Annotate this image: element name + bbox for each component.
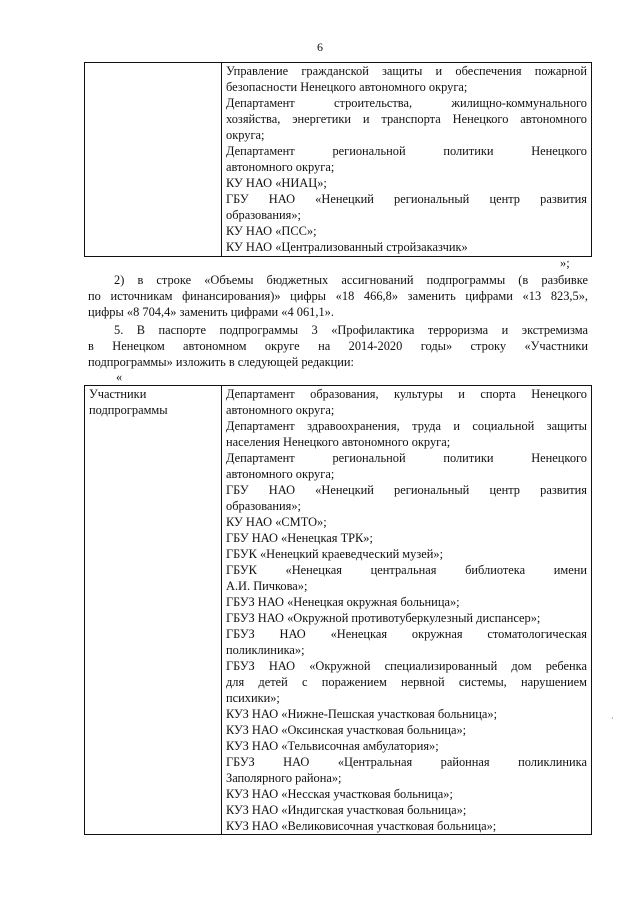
list-line: КУ НАО «НИАЦ»;	[226, 176, 327, 190]
list-line: ГБУЗ НАО «Окружной специализированный дом ребенка	[226, 659, 587, 673]
list-line: КУЗ НАО «Нижне-Пешская участковая больница»;	[226, 707, 498, 721]
paragraph-line: цифры «8 704,4» заменить цифрами «4 061,1».	[88, 305, 334, 319]
paragraph-line: 5. В паспорте подпрограммы 3 «Профилактика терроризма и экстремизма	[114, 323, 588, 337]
list-line: психики»;	[226, 691, 280, 705]
list-line: ГБУК «Ненецкая центральная библиотека имени	[226, 563, 587, 577]
list-line: образования»;	[226, 208, 301, 222]
paragraph-subprogram-3	[88, 322, 588, 370]
list-line: КУЗ НАО «Великовисочная участковая больница»;	[226, 819, 497, 833]
list-line: Управление гражданской защиты и обеспечения пожарной	[226, 64, 587, 78]
list-line: Департамент строительства, жилищно-коммунального	[226, 96, 587, 110]
list-line: образования»;	[226, 499, 301, 513]
list-line: ГБУ НАО «Ненецкая ТРК»;	[226, 531, 373, 545]
list-line: населения Ненецкого автономного округа;	[226, 435, 451, 449]
table-row	[85, 386, 592, 835]
label-line: Участники	[89, 387, 147, 401]
margin-mark: ·	[611, 714, 614, 723]
participants-table-new	[84, 385, 592, 835]
list-line: КУ НАО «СМТО»;	[226, 515, 327, 529]
list-line: ГБУ НАО «Ненецкий региональный центр развития	[226, 192, 587, 206]
page-number: 6	[317, 40, 323, 54]
list-line: Департамент региональной политики Ненецкого	[226, 451, 587, 465]
list-line: КУ НАО «ПСС»;	[226, 224, 317, 238]
list-line: поликлиника»;	[226, 643, 305, 657]
list-line: Департамент образования, культуры и спорта Ненецкого	[226, 387, 587, 401]
paragraph-line: в Ненецком автономном округе на 2014-2020 годы» строку «Участники	[88, 339, 588, 353]
list-line: ГБУ НАО «Ненецкий региональный центр развития	[226, 483, 587, 497]
list-line: КУЗ НАО «Тельвисочная амбулатория»;	[226, 739, 439, 753]
list-line: Департамент региональной политики Ненецкого	[226, 144, 587, 158]
table-row	[85, 63, 592, 257]
list-line: ГБУЗ НАО «Ненецкая окружная стоматологическая	[226, 627, 587, 641]
list-line: ГБУЗ НАО «Ненецкая окружная больница»;	[226, 595, 460, 609]
participants-list-cell	[222, 386, 592, 835]
list-line: автономного округа;	[226, 403, 335, 417]
list-line: Департамент здравоохранения, труда и социальной защиты	[226, 419, 587, 433]
list-line: округа;	[226, 128, 265, 142]
list-line: автономного округа;	[226, 160, 335, 174]
paragraph-budget-amendment	[88, 272, 588, 320]
participants-list-cell	[222, 63, 592, 257]
label-cell	[85, 386, 222, 835]
list-line: Заполярного района»;	[226, 771, 342, 785]
participants-table-continued	[84, 62, 592, 257]
list-line: КУЗ НАО «Оксинская участковая больница»;	[226, 723, 467, 737]
list-line: безопасности Ненецкого автономного округа;	[226, 80, 468, 94]
label-cell-empty	[85, 63, 222, 257]
opening-quote: «	[116, 370, 123, 384]
list-line: А.И. Пичкова»;	[226, 579, 308, 593]
list-line: ГБУЗ НАО «Центральная районная поликлиника	[226, 755, 587, 769]
list-line: ГБУЗ НАО «Окружной противотуберкулезный диспансер»;	[226, 611, 541, 625]
list-line: КУ НАО «Централизованный стройзаказчик»	[226, 240, 468, 254]
closing-quote: »;	[560, 256, 570, 270]
paragraph-line: 2) в строке «Объемы бюджетных ассигнований подпрограммы (в разбивке	[114, 273, 588, 287]
label-line: подпрограммы	[89, 403, 168, 417]
list-line: для детей с поражением нервной системы, нарушением	[226, 675, 587, 689]
list-line: КУЗ НАО «Несская участковая больница»;	[226, 787, 453, 801]
paragraph-line: подпрограммы» изложить в следующей редакции:	[88, 355, 355, 369]
paragraph-line: по источникам финансирования)» цифры «18 466,8» заменить цифрами «13 823,5»,	[88, 289, 588, 303]
list-line: КУЗ НАО «Индигская участковая больница»;	[226, 803, 467, 817]
list-line: автономного округа;	[226, 467, 335, 481]
list-line: ГБУК «Ненецкий краеведческий музей»;	[226, 547, 444, 561]
list-line: хозяйства, энергетики и транспорта Ненецкого автономного	[226, 112, 587, 126]
